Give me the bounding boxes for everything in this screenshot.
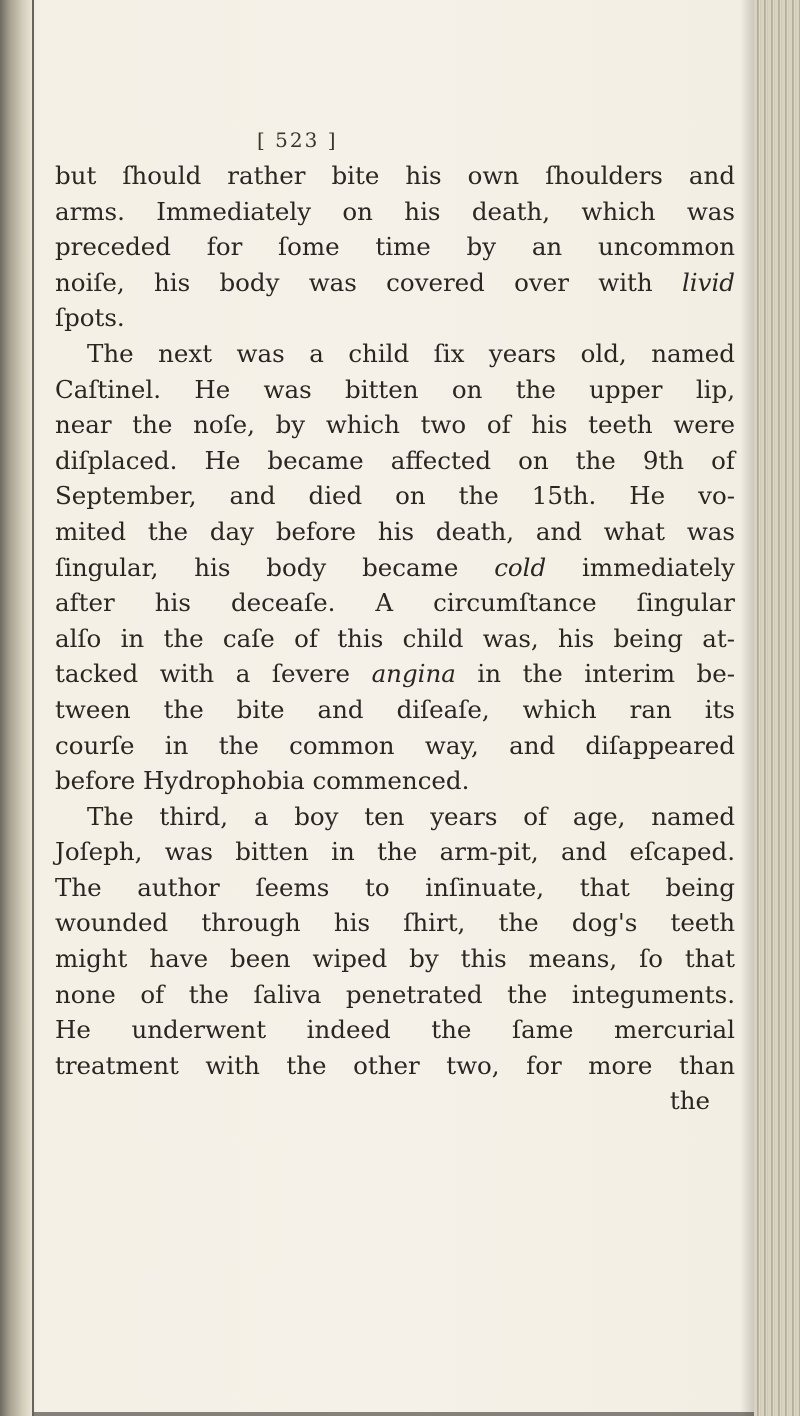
text-line: courſe in the common way, and diſappeared	[55, 730, 735, 760]
binding-shadow	[0, 0, 36, 1416]
paragraph-start: The third, a boy ten years of age, named	[87, 801, 735, 831]
text-line: Joſeph, was bitten in the arm-pit, and eſcaped.	[55, 837, 735, 867]
text-line: alſo in the caſe of this child was, his being at-	[55, 623, 735, 653]
text-line: The author ſeems to inſinuate, that being	[55, 872, 735, 902]
italic-word: cold	[494, 552, 547, 582]
text-line	[55, 550, 735, 586]
text-run: in the interim be-	[455, 659, 735, 689]
text-line: mited the day before his death, and what was	[55, 516, 735, 546]
text-line: none of the ſaliva penetrated the integuments.	[55, 979, 735, 1009]
text-run: noiſe, his body was covered over with	[55, 267, 682, 297]
binding-edge	[32, 0, 34, 1416]
text-run: immediately	[546, 552, 736, 582]
page-edge-shadow	[740, 0, 754, 1416]
page-number-header: [ 523 ]	[257, 128, 338, 152]
page-edges	[754, 0, 800, 1416]
text-line: ſpots.	[55, 303, 125, 333]
text-line: tween the bite and diſeaſe, which ran its	[55, 694, 735, 724]
text-line	[55, 265, 735, 301]
text-line: treatment with the other two, for more than	[55, 1050, 735, 1080]
text-line	[55, 656, 735, 692]
text-line: after his deceaſe. A circumſtance ſingular	[55, 588, 735, 618]
text-line: preceded for ſome time by an uncommon	[55, 232, 735, 262]
bottom-edge	[34, 1412, 754, 1416]
text-run: tacked with a ſevere	[55, 659, 372, 689]
text-line: arms. Immediately on his death, which was	[55, 196, 735, 226]
text-run: ſingular, his body became	[55, 552, 495, 582]
italic-word: angina	[371, 659, 456, 689]
text-line: wounded through his ſhirt, the dog's teeth	[55, 908, 735, 938]
body-text	[55, 158, 735, 1119]
text-line: near the noſe, by which two of his teeth were	[55, 410, 735, 440]
catchword: the	[669, 1086, 710, 1116]
paragraph-start: The next was a child ſix years old, named	[87, 338, 735, 368]
italic-word: livid	[681, 267, 735, 297]
text-line: diſplaced. He became affected on the 9th of	[55, 445, 735, 475]
text-line: He underwent indeed the ſame mercurial	[55, 1015, 735, 1045]
text-line: before Hydrophobia commenced.	[55, 766, 470, 796]
text-line: might have been wiped by this means, ſo that	[55, 944, 735, 974]
text-line: Caſtinel. He was bitten on the upper lip,	[55, 374, 735, 404]
text-line: but ſhould rather bite his own ſhoulders and	[55, 161, 735, 190]
text-line: September, and died on the 15th. He vo-	[55, 481, 735, 511]
